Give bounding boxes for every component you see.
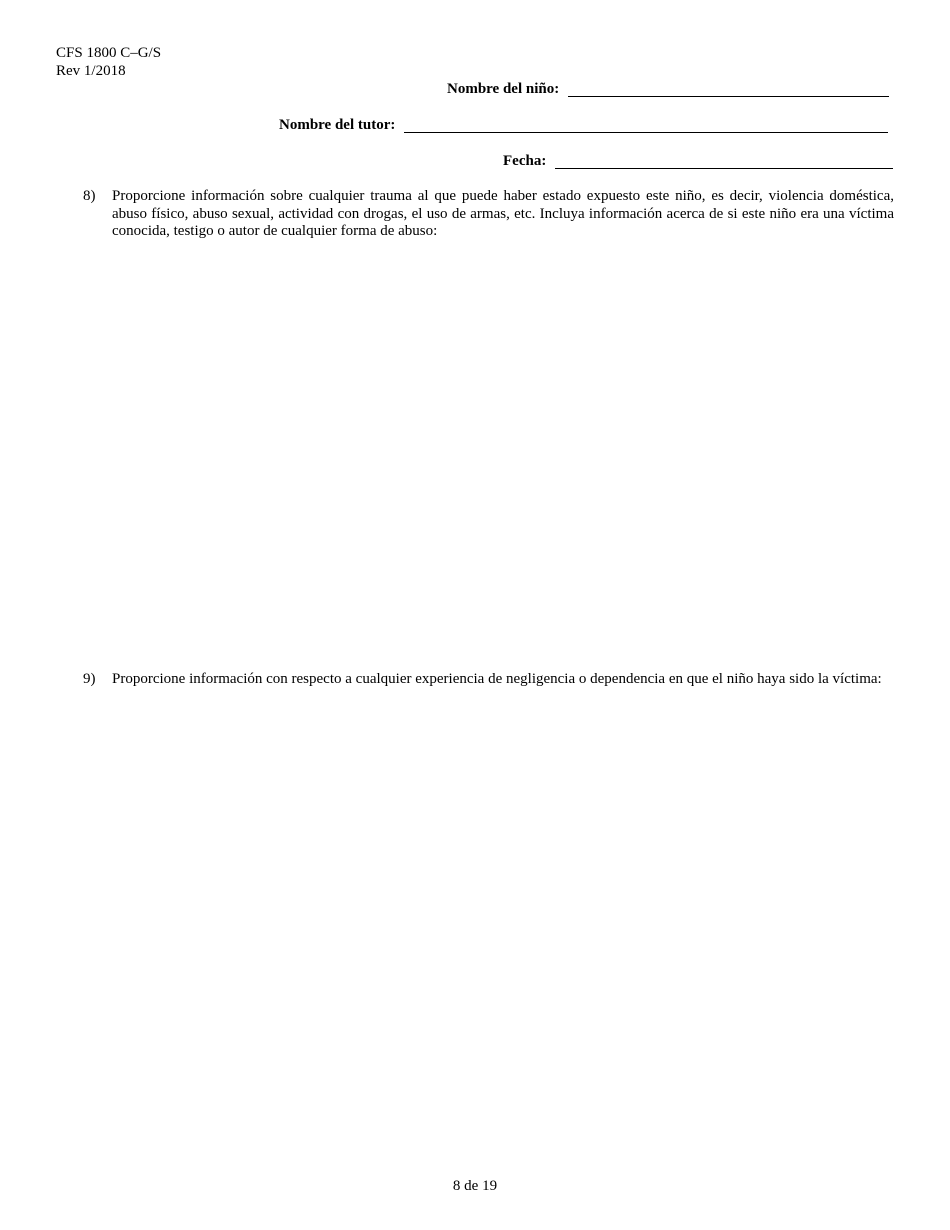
form-header [56, 44, 161, 80]
tutor-name-field [279, 116, 888, 133]
date-input[interactable] [555, 152, 893, 169]
date-label: Fecha: [503, 153, 547, 169]
form-id: CFS 1800 C–G/S [56, 45, 162, 61]
child-name-field [447, 80, 889, 97]
question-9-answer-area[interactable] [112, 712, 894, 1162]
tutor-name-label: Nombre del tutor: [279, 117, 396, 133]
question-number: 8) [83, 188, 96, 204]
question-text: Proporcione información con respecto a cualquier experiencia de negligencia o dependencia en que el niño haya sido la víctima: [112, 671, 882, 687]
form-revision: Rev 1/2018 [56, 63, 126, 79]
question-8 [83, 188, 894, 241]
question-8-answer-area[interactable] [112, 250, 894, 650]
question-text: Proporcione información sobre cualquier trauma al que puede haber estado expuesto este niño, es decir, violencia doméstica, abuso físico, abuso sexual, actividad con drogas, el uso de armas, etc. Incluya información acerca de si este niño era una víctima conocida, testigo o autor de cualquier forma de abuso: [112, 188, 894, 239]
page-number: 8 de 19 [452, 1178, 498, 1194]
date-field [503, 152, 893, 169]
question-9 [83, 671, 894, 689]
child-name-input[interactable] [568, 80, 889, 97]
tutor-name-input[interactable] [404, 116, 888, 133]
question-number: 9) [83, 671, 96, 687]
child-name-label: Nombre del niño: [447, 81, 560, 97]
